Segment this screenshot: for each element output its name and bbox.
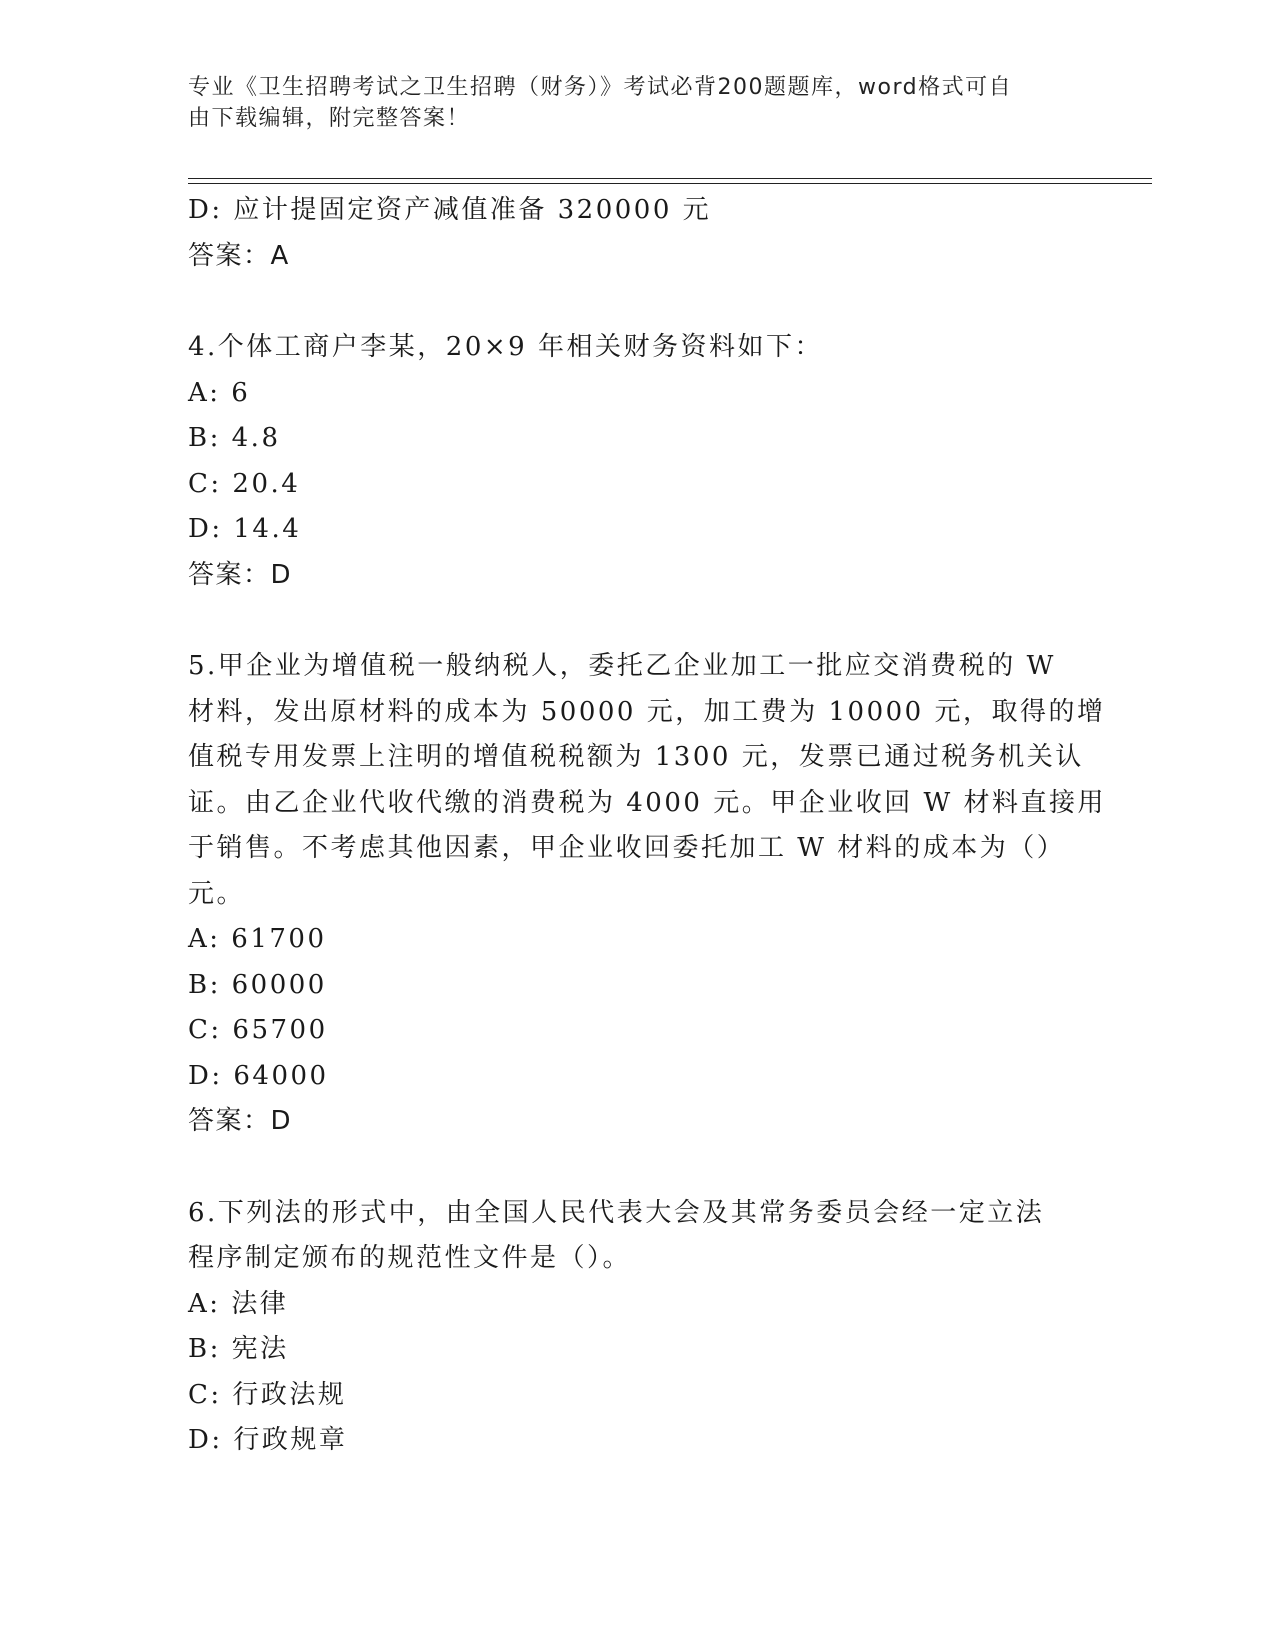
header-line-1: 专业《卫生招聘考试之卫生招聘（财务）》考试必背200题题库，word格式可自 <box>188 75 1013 100</box>
question-4 <box>188 325 1088 598</box>
option-b: B: 4.8 <box>188 423 281 453</box>
option-a: A: 61700 <box>188 924 327 954</box>
option-a: A: 6 <box>188 377 251 408</box>
question-stem-line: 5.甲企业为增值税一般纳税人，委托乙企业加工一批应交消费税的 W <box>188 651 1056 681</box>
document-header <box>188 72 1068 134</box>
option-b: B: 宪法 <box>188 1334 289 1364</box>
question-stem-line: 值税专用发票上注明的增值税税额为 1300 元，发票已通过税务机关认 <box>188 742 1084 772</box>
spacer <box>188 598 1088 644</box>
question-list <box>188 188 1106 1464</box>
option-d: D: 14.4 <box>188 514 302 544</box>
question-6 <box>188 1191 1088 1464</box>
question-3-tail <box>188 188 1088 279</box>
option-d: D: 64000 <box>188 1060 329 1091</box>
question-stem-line: 元。 <box>188 878 246 909</box>
question-stem-line: 于销售。不考虑其他因素，甲企业收回委托加工 W 材料的成本为（） <box>188 833 1066 863</box>
question-stem-line: 证。由乙企业代收代缴的消费税为 4000 元。甲企业收回 W 材料直接用 <box>188 787 1106 818</box>
header-line-2: 由下载编辑，附完整答案！ <box>188 106 471 131</box>
question-5 <box>188 644 1106 1145</box>
option-a: A: 法律 <box>188 1288 289 1319</box>
question-stem-line: 材料，发出原材料的成本为 50000 元，加工费为 10000 元，取得的增 <box>188 696 1106 727</box>
answer-line: 答案：D <box>188 559 293 590</box>
spacer <box>188 1145 1088 1191</box>
option-c: C: 20.4 <box>188 468 301 499</box>
answer-line: 答案：D <box>188 1106 293 1136</box>
header-divider-bottom <box>188 183 1152 184</box>
option-d: D: 行政规章 <box>188 1425 348 1455</box>
header-divider-top <box>188 178 1152 179</box>
option-c: C: 65700 <box>188 1015 328 1045</box>
answer-line: 答案：A <box>188 240 290 271</box>
option-b: B: 60000 <box>188 969 327 1000</box>
option-d: D: 应计提固定资产减值准备 320000 元 <box>188 195 712 225</box>
question-stem-line: 6.下列法的形式中，由全国人民代表大会及其常务委员会经一定立法 <box>188 1197 1045 1228</box>
question-stem: 4.个体工商户李某，20×9 年相关财务资料如下： <box>188 332 823 362</box>
spacer <box>188 279 1088 325</box>
option-c: C: 行政法规 <box>188 1379 347 1410</box>
question-stem-line: 程序制定颁布的规范性文件是（）。 <box>188 1243 632 1273</box>
